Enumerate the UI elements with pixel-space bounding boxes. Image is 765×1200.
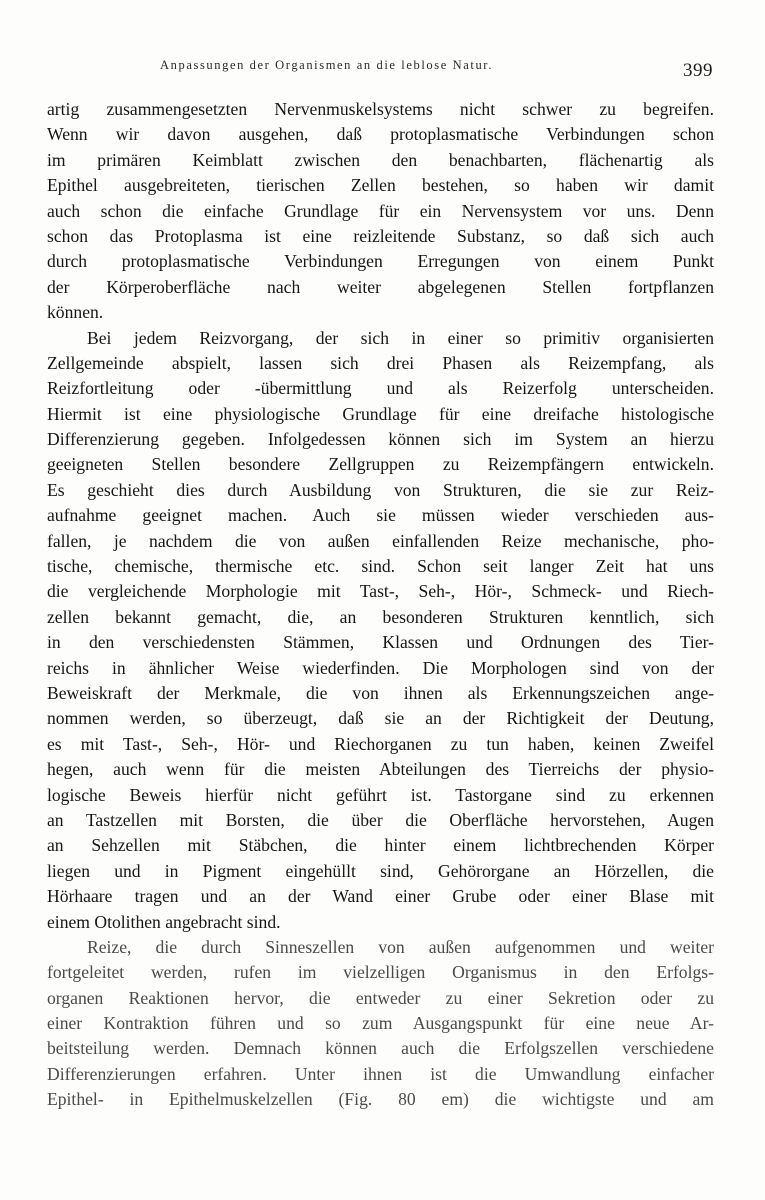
text-line: Zellgemeinde abspielt, lassen sich drei Phasen als Reizempfang, als: [47, 352, 714, 373]
text-line: hegen, auch wenn für die meisten Abteilungen des Tierreichs der physio-: [47, 759, 714, 780]
text-line: es mit Tast-, Seh-, Hör- und Riechorganen zu tun haben, keinen Zweifel: [47, 733, 714, 754]
text-line: Beweiskraft der Merkmale, die von ihnen als Erkennungszeichen ange-: [47, 682, 714, 703]
paragraph-2: [47, 326, 714, 935]
text-line: Epithel- in Epithelmuskelzellen (Fig. 80 em) die wichtigste und am: [47, 1089, 714, 1110]
text-line: Reizfortleitung oder -übermittlung und als Reizerfolg unterscheiden.: [47, 378, 714, 399]
text-line: nommen werden, so überzeugt, daß sie an der Richtigkeit der Deutung,: [47, 708, 714, 729]
text-line: auch schon die einfache Grundlage für ein Nervensystem vor uns. Denn: [47, 200, 714, 221]
text-line: schon das Protoplasma ist eine reizleitende Substanz, so daß sich auch: [47, 225, 714, 246]
paragraph-3: [47, 935, 714, 1113]
text-line: geeigneten Stellen besondere Zellgruppen zu Reizempfängern entwickeln.: [47, 454, 714, 475]
text-line: Hörhaare tragen und an der Wand einer Grube oder einer Blase mit: [47, 886, 714, 907]
text-line: beitsteilung werden. Demnach können auch die Erfolgszellen verschiedene: [47, 1038, 714, 1059]
paragraph-1: [47, 97, 714, 326]
text-line: artig zusammengesetzten Nervenmuskelsystems nicht schwer zu begreifen.: [47, 99, 714, 119]
text-line: fallen, je nachdem die von außen einfallenden Reize mechanische, pho-: [47, 530, 714, 551]
text-line: Es geschieht dies durch Ausbildung von Strukturen, die sie zur Reiz-: [47, 479, 714, 500]
text-line: an Tastzellen mit Borsten, die über die Oberfläche hervorstehen, Augen: [47, 809, 714, 830]
text-line: einer Kontraktion führen und so zum Ausgangspunkt für eine neue Ar-: [47, 1013, 714, 1034]
text-line: durch protoplasmatische Verbindungen Erregungen von einem Punkt: [47, 251, 714, 272]
text-line: Differenzierungen erfahren. Unter ihnen ist die Umwandlung einfacher: [47, 1063, 714, 1084]
text-line: in den verschiedensten Stämmen, Klassen und Ordnungen des Tier-: [47, 632, 714, 653]
text-line: Wenn wir davon ausgehen, daß protoplasmatische Verbindungen schon: [47, 124, 714, 145]
text-line: liegen und in Pigment eingehüllt sind, Gehörorgane an Hörzellen, die: [47, 860, 714, 881]
text-line: Bei jedem Reizvorgang, der sich in einer so primitiv organisierten: [87, 327, 714, 348]
text-line: der Körperoberfläche nach weiter abgelegenen Stellen fortpflanzen: [47, 276, 714, 297]
text-line: Reize, die durch Sinneszellen von außen aufgenommen und weiter: [87, 936, 714, 957]
text-line: Differenzierung gegeben. Infolgedessen können sich im System an hierzu: [47, 429, 714, 450]
text-line: die vergleichende Morphologie mit Tast-, Seh-, Hör-, Schmeck- und Riech-: [47, 581, 714, 602]
text-line: einem Otolithen angebracht sind.: [47, 911, 281, 932]
text-line: Hiermit ist eine physiologische Grundlage für eine dreifache histologische: [47, 403, 714, 424]
text-line: zellen bekannt gemacht, die, an besonderen Strukturen kenntlich, sich: [47, 606, 714, 627]
text-line: an Sehzellen mit Stäbchen, die hinter einem lichtbrechenden Körper: [47, 835, 714, 856]
text-line: logische Beweis hierfür nicht geführt ist. Tastorgane sind zu erkennen: [47, 784, 714, 805]
text-line: reichs in ähnlicher Weise wiederfinden. Die Morphologen sind von der: [47, 657, 714, 678]
text-line: tische, chemische, thermische etc. sind. Schon seit langer Zeit hat uns: [47, 556, 714, 577]
text-line: aufnahme geeignet machen. Auch sie müssen wieder verschieden aus-: [47, 505, 714, 526]
body-text: [47, 97, 714, 1113]
text-line: fortgeleitet werden, rufen im vielzelligen Organismus in den Erfolgs-: [47, 962, 714, 983]
running-title: Anpassungen der Organismen an die leblose Natur.: [160, 58, 494, 72]
text-line: können.: [47, 302, 104, 323]
text-line: Epithel ausgebreiteten, tierischen Zellen bestehen, so haben wir damit: [47, 175, 714, 196]
page-number: 399: [683, 60, 713, 81]
text-line: im primären Keimblatt zwischen den benachbarten, flächenartig als: [47, 149, 714, 170]
text-line: organen Reaktionen hervor, die entweder zu einer Sekretion oder zu: [47, 987, 714, 1008]
